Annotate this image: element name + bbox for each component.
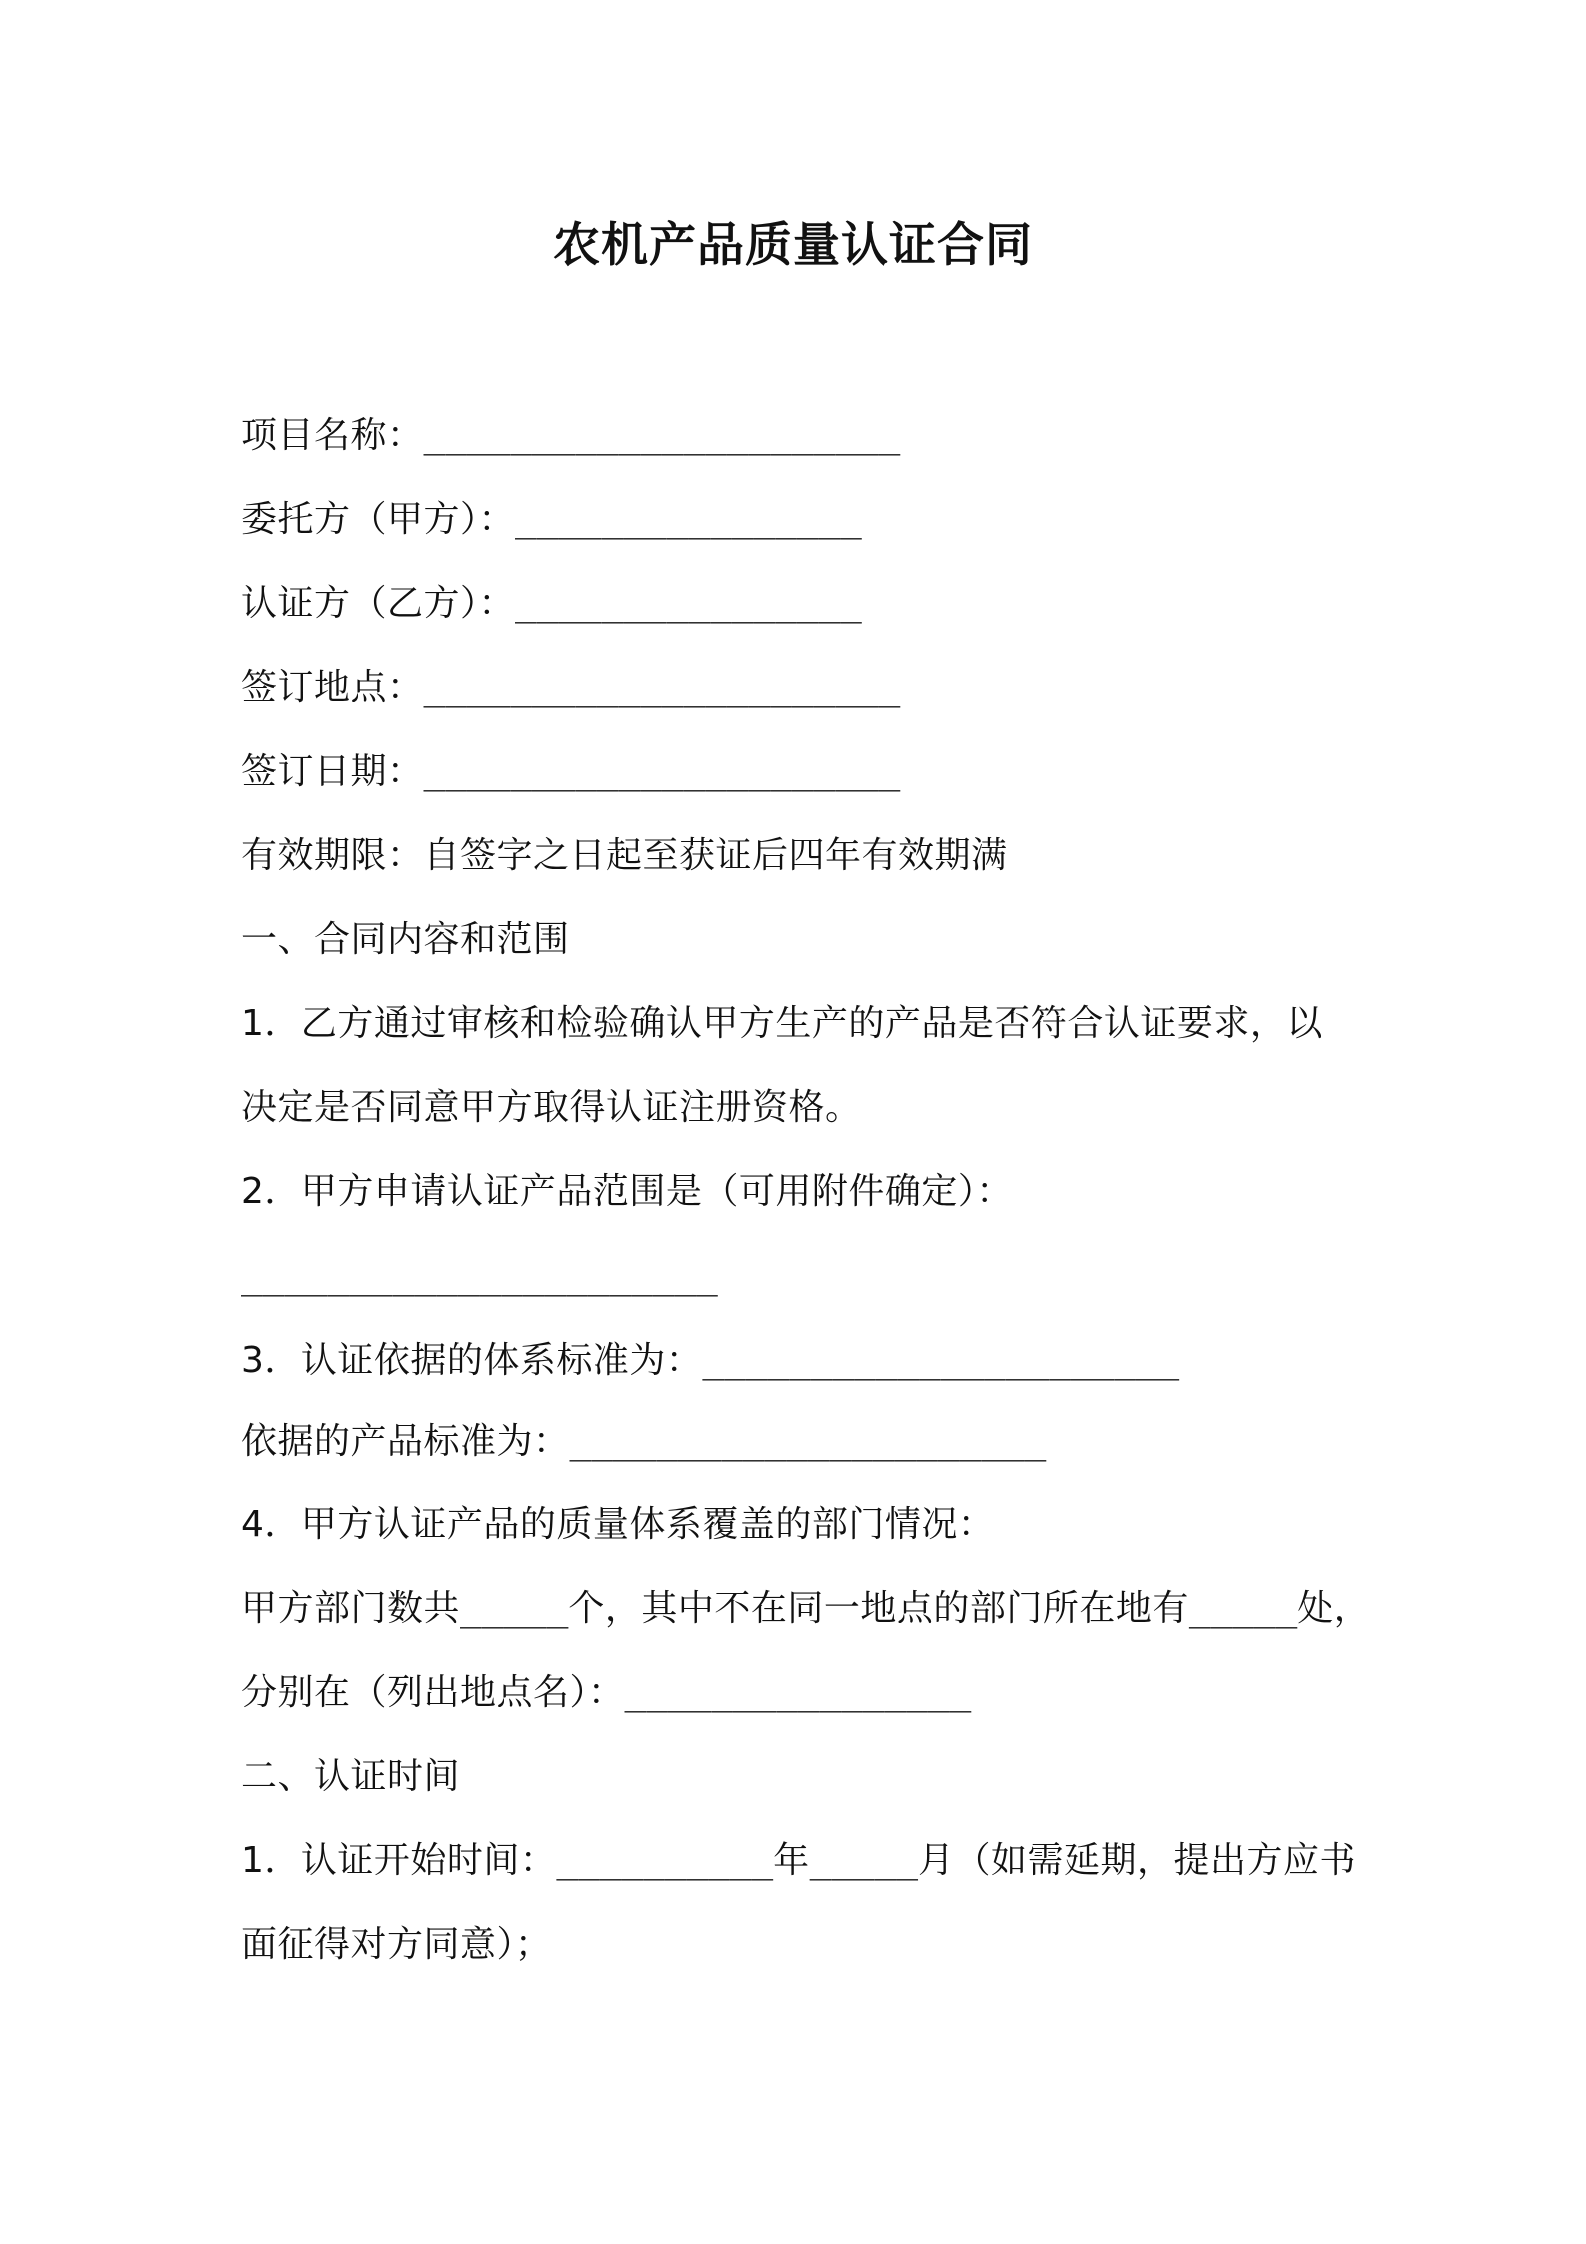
clause-1-1-line-2: 决定是否同意甲方取得认证注册资格。: [241, 1087, 862, 1128]
field-label: 有效期限：: [241, 835, 424, 876]
field-label: 签订日期：: [241, 751, 424, 792]
fill-in-blank[interactable]: __________: [556, 1840, 774, 1881]
fill-in-blank[interactable]: ______________________: [423, 415, 901, 456]
fill-in-blank[interactable]: ______________________: [423, 667, 901, 708]
field-certifier-party-b: [241, 581, 862, 627]
fill-in-blank[interactable]: ________________: [515, 499, 862, 540]
field-label: 项目名称：: [241, 415, 424, 456]
fill-in-blank[interactable]: ______________________: [423, 751, 901, 792]
field-project-name: [241, 413, 900, 459]
clause-1-4-line-1: 4．甲方认证产品的质量体系覆盖的部门情况：: [241, 1504, 995, 1545]
field-value: 自签字之日起至获证后四年有效期满: [423, 835, 1008, 876]
field-signing-place: [241, 665, 900, 711]
clause-1-4-line-2: [241, 1586, 1370, 1632]
clause-label: 分别在（列出地点名）：: [241, 1672, 625, 1713]
clause-2-1-line-2: 面征得对方同意）；: [241, 1924, 552, 1965]
fill-in-blank[interactable]: _____: [1188, 1588, 1298, 1629]
clause-text: 甲方部门数共: [241, 1588, 461, 1629]
fill-in-blank[interactable]: ________________: [624, 1672, 972, 1713]
clause-1-3-system-standard: [241, 1338, 1179, 1384]
clause-1-4-line-3: [241, 1670, 971, 1716]
clause-label: 3．认证依据的体系标准为：: [241, 1340, 703, 1381]
fill-in-blank[interactable]: _____: [809, 1840, 919, 1881]
field-label: 委托方（甲方）：: [241, 499, 516, 540]
section-heading-time: 二、认证时间: [241, 1756, 461, 1797]
clause-text: 年: [773, 1840, 810, 1881]
fill-in-blank[interactable]: _____: [460, 1588, 569, 1629]
clause-2-1-line-1: [241, 1838, 1356, 1884]
field-label: 签订地点：: [241, 667, 424, 708]
field-validity-period: [241, 833, 1008, 879]
section-heading-scope: 一、合同内容和范围: [241, 919, 570, 960]
document-title: 农机产品质量认证合同: [553, 218, 1033, 273]
clause-text: 个，其中不在同一地点的部门所在地有: [568, 1588, 1189, 1629]
fill-in-blank[interactable]: ________________: [515, 583, 862, 624]
clause-1-3-product-standard: [241, 1419, 1046, 1465]
clause-1-2-blank[interactable]: ______________________: [241, 1256, 718, 1297]
field-label: 认证方（乙方）：: [241, 583, 516, 624]
clause-text: 月（如需延期，提出方应书: [918, 1840, 1357, 1881]
clause-text: 1．认证开始时间：: [241, 1840, 557, 1881]
clause-text: 处，: [1297, 1588, 1371, 1629]
fill-in-blank[interactable]: ______________________: [569, 1421, 1047, 1462]
clause-1-1-line-1: 1．乙方通过审核和检验确认甲方生产的产品是否符合认证要求，以: [241, 1003, 1323, 1044]
fill-in-blank[interactable]: ______________________: [702, 1340, 1180, 1381]
field-signing-date: [241, 749, 900, 795]
clause-1-2-line-1: 2．甲方申请认证产品范围是（可用附件确定）：: [241, 1171, 1013, 1212]
clause-label: 依据的产品标准为：: [241, 1421, 570, 1462]
field-client-party-a: [241, 497, 862, 543]
